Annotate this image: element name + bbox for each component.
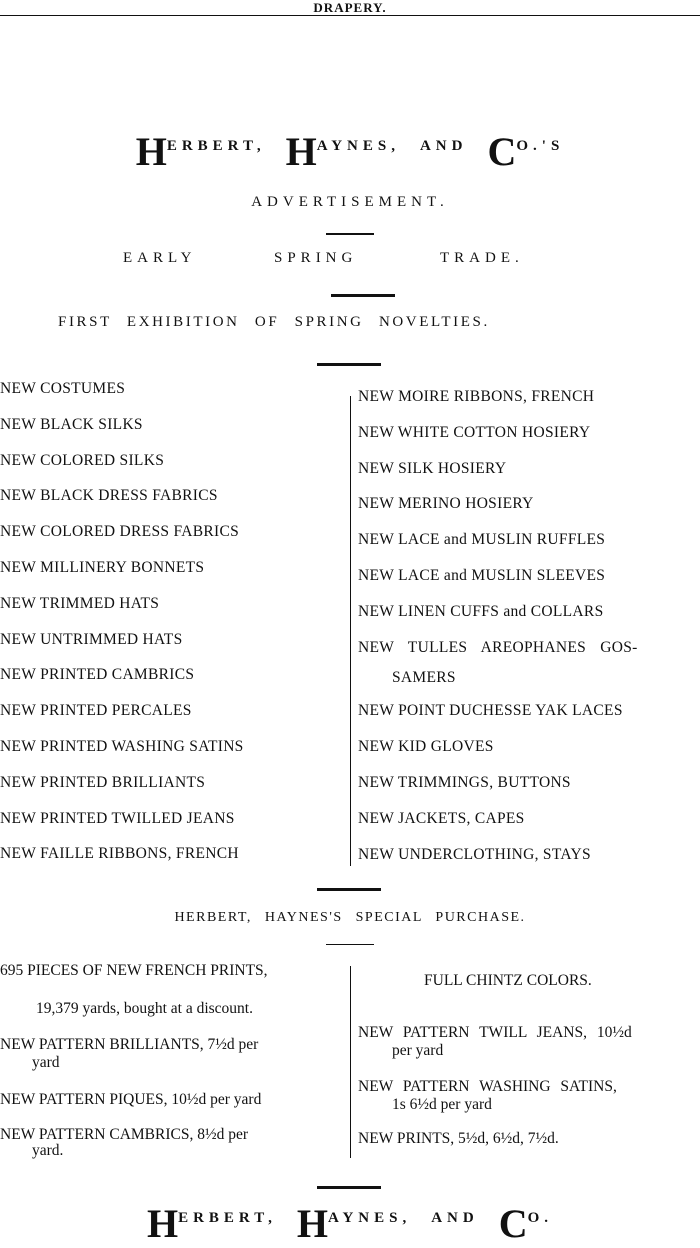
firm-word: HAYNES,	[285, 129, 400, 174]
divider	[317, 1186, 381, 1189]
firm-word: AND	[431, 1210, 479, 1226]
divider	[317, 888, 381, 891]
firm-word: AND	[419, 138, 468, 154]
footer-firm-name	[0, 1200, 700, 1247]
list-item: NEW MERINO HOSIERY	[358, 495, 534, 513]
column-divider	[350, 396, 351, 866]
list-item: NEW KID GLOVES	[358, 738, 494, 756]
firm-word: HERBERT,	[146, 1201, 277, 1246]
list-item: NEW PRINTED PERCALES	[0, 702, 192, 720]
special-item-unit: yard	[32, 1054, 60, 1071]
season-word: TRADE.	[440, 250, 524, 266]
special-item-unit: per yard	[392, 1042, 444, 1059]
list-item: NEW MOIRE RIBBONS, FRENCH	[358, 388, 595, 405]
list-item: NEW TULLES AREOPHANES GOS-	[358, 638, 638, 656]
special-item-unit: 1s 6½d per yard	[392, 1096, 492, 1113]
section-title: DRAPERY.	[313, 0, 387, 15]
special-item: NEW PATTERN BRILLIANTS, 7½d per	[0, 1036, 259, 1053]
special-item: 19,379 yards, bought at a discount.	[36, 1000, 253, 1017]
list-item: NEW BLACK DRESS FABRICS	[0, 487, 218, 505]
special-item: NEW PATTERN PIQUES, 10½d per yard	[0, 1091, 262, 1108]
firm-word: HAYNES,	[296, 1201, 412, 1246]
list-item: NEW JACKETS, CAPES	[358, 809, 525, 827]
divider	[317, 363, 381, 366]
list-item: NEW PRINTED TWILLED JEANS	[0, 809, 235, 827]
list-item: NEW PRINTED CAMBRICS	[0, 666, 195, 684]
special-item: NEW PATTERN WASHING SATINS,	[358, 1078, 617, 1095]
novelties-left-column	[0, 378, 244, 879]
list-item: NEW TRIMMED HATS	[0, 594, 160, 612]
list-item: NEW COSTUMES	[0, 380, 126, 397]
special-item: NEW PATTERN CAMBRICS, 8½d per	[0, 1126, 249, 1143]
firm-word: HERBERT,	[135, 129, 266, 174]
list-item: NEW LACE and MUSLIN SLEEVES	[358, 566, 606, 584]
special-item: NEW PRINTS, 5½d, 6½d, 7½d.	[358, 1130, 559, 1147]
firm-name	[0, 128, 700, 175]
season-word: SPRING	[274, 250, 358, 266]
list-item: NEW BLACK SILKS	[0, 415, 143, 433]
list-item: NEW TRIMMINGS, BUTTONS	[358, 773, 571, 791]
exhibition-heading: FIRST EXHIBITION OF SPRING NOVELTIES.	[58, 314, 490, 330]
divider	[331, 294, 395, 297]
list-item: SAMERS	[392, 669, 456, 687]
firm-word: CO.	[498, 1201, 554, 1246]
list-item: NEW MILLINERY BONNETS	[0, 558, 205, 576]
list-item: NEW UNDERCLOTHING, STAYS	[358, 845, 591, 863]
divider	[326, 944, 374, 945]
special-purchase-heading: HERBERT, HAYNES'S SPECIAL PURCHASE.	[174, 910, 526, 925]
list-item: NEW PRINTED WASHING SATINS	[0, 737, 244, 755]
firm-word: CO.'S	[487, 129, 565, 174]
list-item: NEW FAILLE RIBBONS, FRENCH	[0, 845, 239, 863]
list-item: NEW LACE and MUSLIN RUFFLES	[358, 531, 606, 549]
list-item: NEW COLORED DRESS FABRICS	[0, 523, 240, 541]
list-item: NEW POINT DUCHESSE YAK LACES	[358, 702, 623, 720]
list-item: NEW LINEN CUFFS and COLLARS	[358, 602, 604, 620]
special-item: NEW PATTERN TWILL JEANS, 10½d	[358, 1024, 632, 1041]
list-item: NEW COLORED SILKS	[0, 451, 165, 469]
list-item: NEW SILK HOSIERY	[358, 459, 507, 477]
list-item: NEW WHITE COTTON HOSIERY	[358, 423, 591, 441]
list-item: NEW UNTRIMMED HATS	[0, 630, 183, 648]
advertisement-subtitle: ADVERTISEMENT.	[251, 194, 449, 210]
season-word: EARLY	[123, 250, 197, 266]
novelties-right-column	[358, 386, 638, 879]
special-item-unit: yard.	[32, 1142, 64, 1159]
special-item: 695 PIECES OF NEW FRENCH PRINTS,	[0, 962, 268, 979]
list-item: NEW PRINTED BRILLIANTS	[0, 773, 206, 791]
column-divider	[350, 966, 351, 1158]
special-item: FULL CHINTZ COLORS.	[424, 972, 592, 989]
divider	[326, 233, 374, 235]
